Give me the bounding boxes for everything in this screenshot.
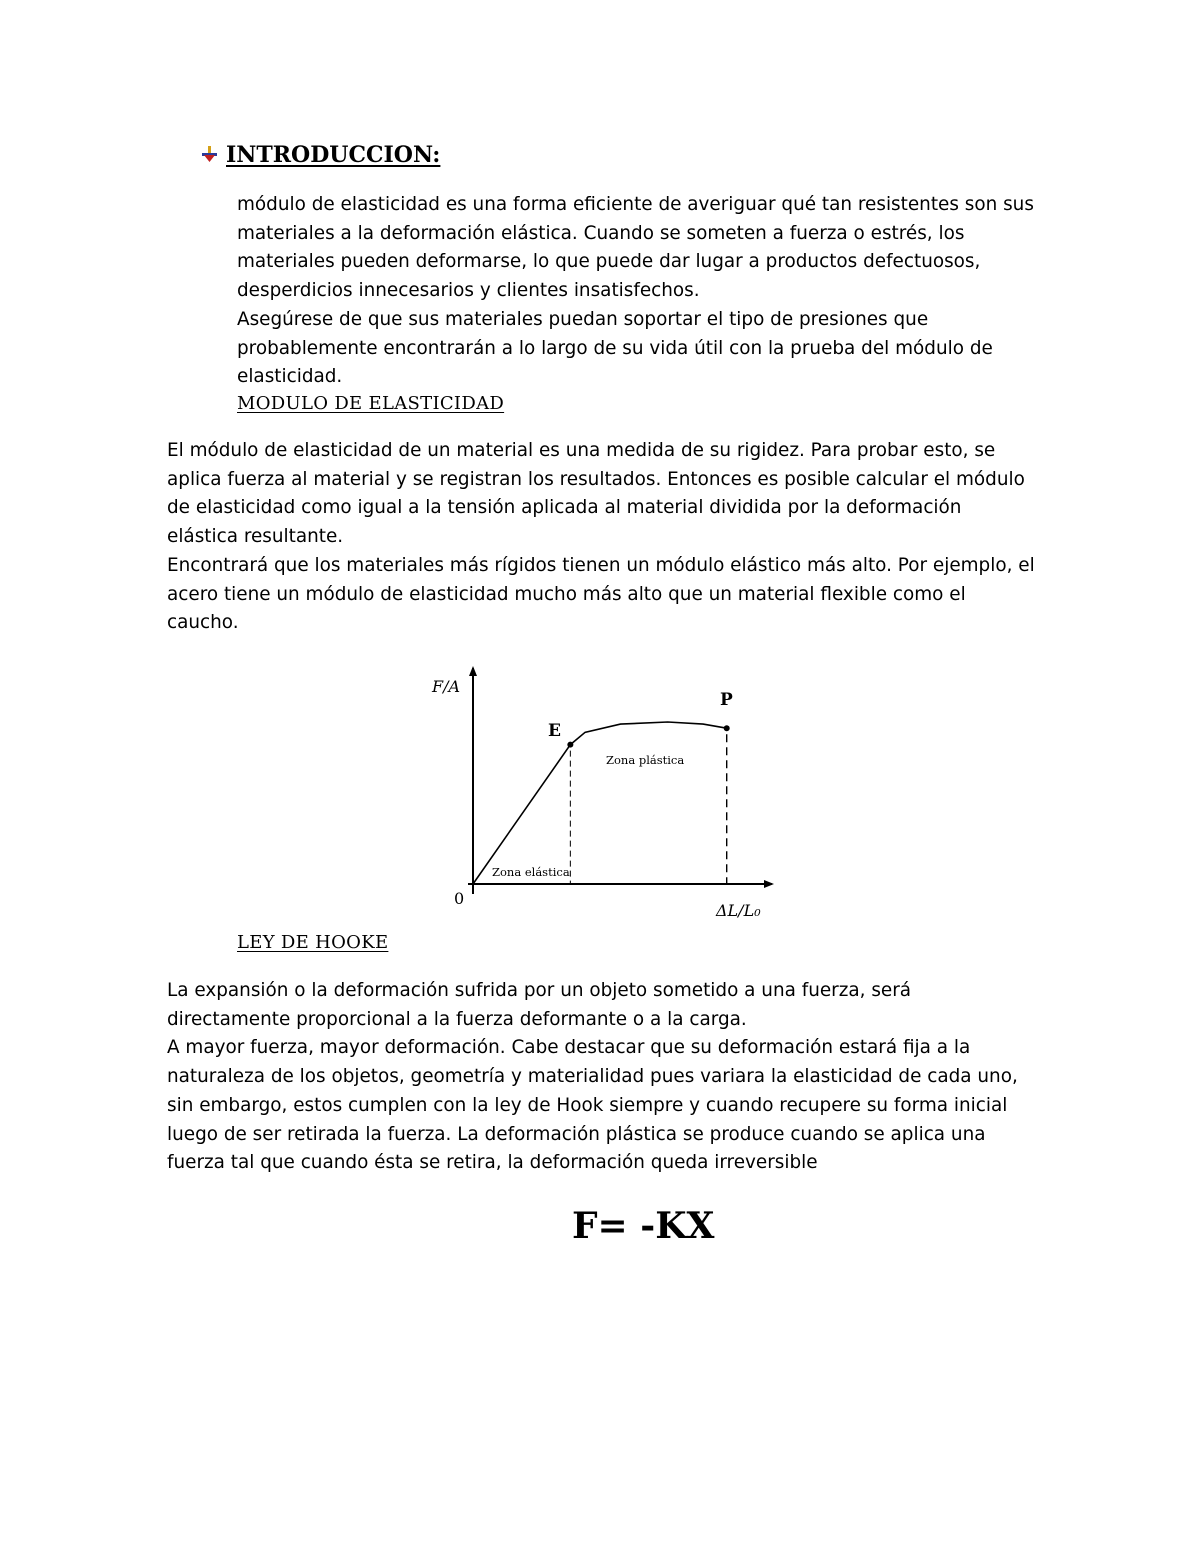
hooke-paragraph: A mayor fuerza, mayor deformación. Cabe destacar que su deformación estará fija a la naturaleza de los objetos, geometría y materialidad pues variara la elasticidad de cada uno, sin embargo, estos cumplen con la ley de Hook siempre y cuando recupere su forma inicial luego de ser retirada la fuerza. La deformación plástica se produce cuando se aplica una fuerza tal que cuando ésta se retira, la deformación queda irreversible: [167, 1037, 1018, 1174]
hooke-body: [167, 977, 1037, 1178]
modulo-title: MODULO DE ELASTICIDAD: [237, 393, 505, 414]
point-p-label: P: [720, 690, 733, 710]
point-p-marker: [724, 725, 730, 731]
point-e-marker: [567, 742, 573, 748]
origin-label: 0: [454, 889, 465, 908]
hooke-formula: F= -KX: [572, 1205, 715, 1247]
arrow-bullet-icon: [200, 145, 226, 163]
stress-strain-curve: [473, 722, 727, 884]
hooke-title: LEY DE HOOKE: [237, 932, 389, 953]
x-axis-label: ΔL/L₀: [716, 901, 761, 920]
intro-paragraph: Asegúrese de que sus materiales puedan soportar el tipo de presiones que probablemente encontrarán a lo largo de su vida útil con la prueba del módulo de elasticidad.: [237, 308, 993, 388]
stress-strain-chart: [410, 660, 790, 928]
hooke-paragraph: La expansión o la deformación sufrida por un objeto sometido a una fuerza, será directamente proporcional a la fuerza deformante o a la carga.: [167, 980, 912, 1030]
modulo-paragraph: Encontrará que los materiales más rígidos tienen un módulo elástico más alto. Por ejemplo, el acero tiene un módulo de elasticidad mucho más alto que un material flexible como el caucho.: [167, 554, 1035, 634]
intro-paragraph: módulo de elasticidad es una forma eficiente de averiguar qué tan resistentes son sus materiales a la deformación elástica. Cuando se someten a fuerza o estrés, los materiales pueden deformarse, lo que puede dar lugar a productos defectuosos, desperdicios innecesarios y clientes insatisfechos.: [237, 194, 1034, 302]
zone-elastic-label: Zona elástica: [492, 865, 570, 879]
zone-plastic-label: Zona plástica: [606, 753, 685, 767]
intro-heading: [200, 142, 440, 168]
modulo-body: [167, 437, 1037, 638]
modulo-paragraph: El módulo de elasticidad de un material es una medida de su rigidez. Para probar esto, se aplica fuerza al material y se registran los resultados. Entonces es posible calcular el módulo de elasticidad como igual a la tensión aplicada al material dividida por la deformación elástica resultante.: [167, 440, 1025, 548]
point-e-label: E: [548, 721, 561, 741]
y-axis-label: F/A: [432, 677, 461, 696]
intro-body: [237, 191, 1037, 392]
intro-heading-text: INTRODUCCION:: [226, 142, 441, 168]
